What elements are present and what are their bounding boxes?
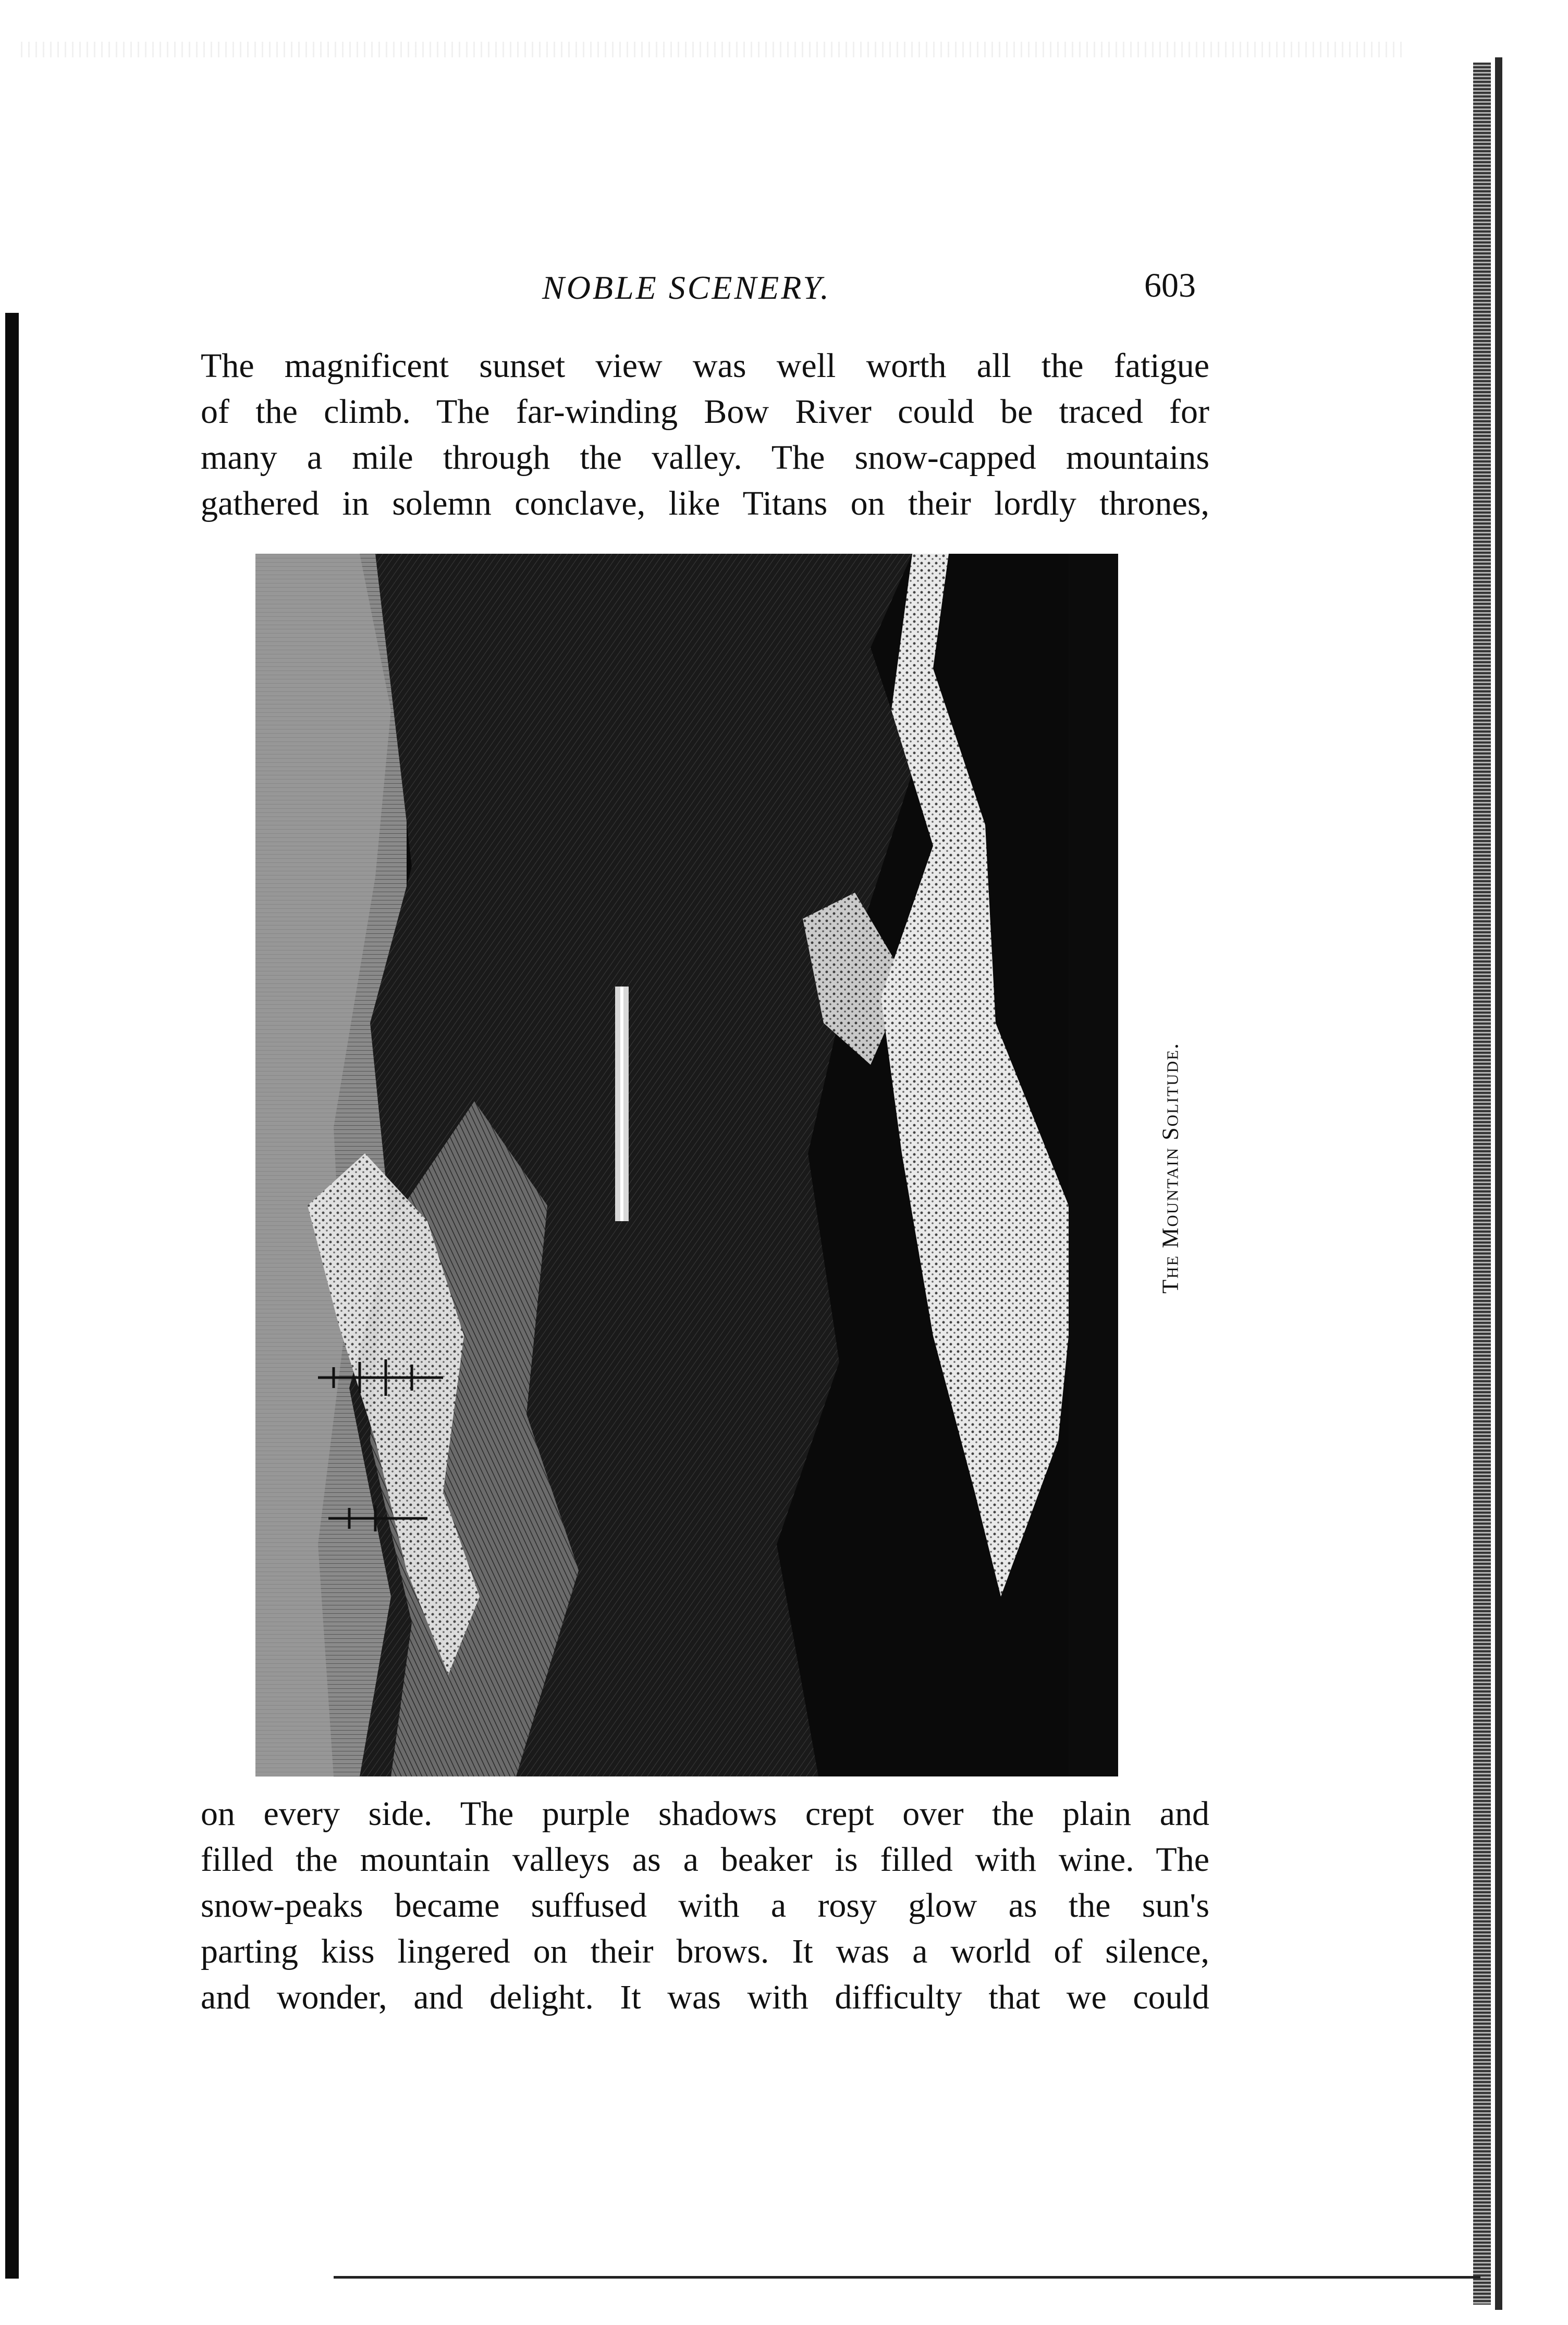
illustration-caption: The Mountain Solitude. — [1157, 1042, 1183, 1294]
scan-speckle — [21, 42, 1407, 57]
engraving-mountain-scene — [255, 554, 1118, 1776]
text-line: parting kiss lingered on their brows. It was a world of silence, — [201, 1932, 1209, 1970]
paragraph-top — [201, 343, 1209, 527]
text-line: gathered in solemn conclave, like Titans on their lordly thrones, — [201, 484, 1209, 522]
bottom-rule — [334, 2276, 1480, 2279]
page-edge-line — [1495, 57, 1502, 2310]
snow-field-right — [881, 554, 1079, 1597]
page-edge-stack — [1473, 63, 1491, 2305]
scan-binding-shadow — [5, 313, 19, 2279]
text-line: The magnificent sunset view was well worth all the fatigue — [201, 347, 1209, 385]
text-line: many a mile through the valley. The snow-capped mountains — [201, 439, 1209, 477]
paragraph-bottom — [201, 1791, 1209, 2020]
right-shadow — [1069, 554, 1118, 1776]
text-line: of the climb. The far-winding Bow River could be traced for — [201, 393, 1209, 431]
running-head: NOBLE SCENERY. — [542, 269, 831, 306]
page-number: 603 — [1144, 266, 1196, 305]
text-line: on every side. The purple shadows crept over the plain and — [201, 1795, 1209, 1833]
text-line: snow-peaks became suffused with a rosy glow as the sun's — [201, 1886, 1209, 1925]
text-line: and wonder, and delight. It was with difficulty that we could — [201, 1978, 1209, 2016]
text-line: filled the mountain valleys as a beaker is filled with wine. The — [201, 1841, 1209, 1879]
